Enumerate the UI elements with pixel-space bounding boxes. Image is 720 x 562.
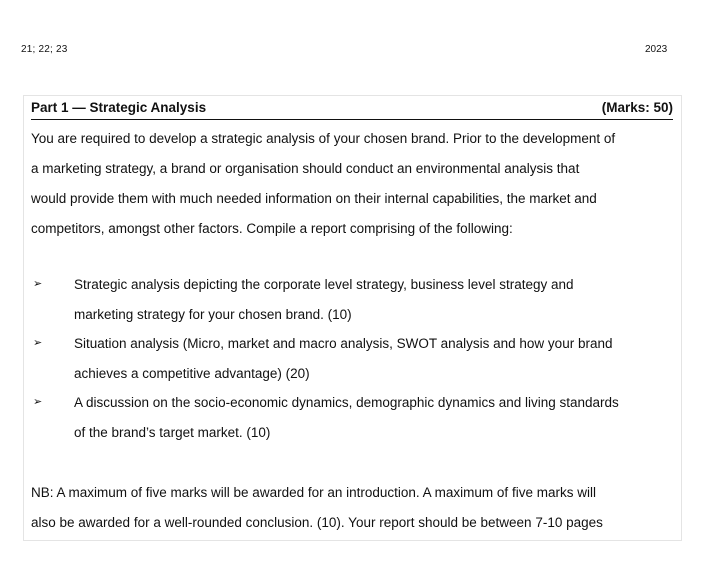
bullet-text [74, 329, 674, 388]
arrow-bullet-icon: ➢ [33, 396, 43, 408]
note-line: also be awarded for a well-rounded conclusion. (10). Your report should be between 7-10 pages [31, 515, 603, 530]
section-marks: (Marks: 50) [601, 100, 673, 115]
header-year: 2023 [645, 44, 668, 55]
arrow-bullet-icon: ➢ [33, 337, 43, 349]
header-codes: 21; 22; 23 [21, 44, 68, 55]
bullet-line: of the brand’s target market. (10) [74, 424, 271, 440]
bullet-text [74, 388, 674, 447]
arrow-bullet-icon: ➢ [33, 278, 43, 290]
bullet-line: Situation analysis (Micro, market and macro analysis, SWOT analysis and how your brand [74, 336, 613, 351]
bullet-line: Strategic analysis depicting the corporate level strategy, business level strategy and [74, 277, 574, 292]
bullet-line: marketing strategy for your chosen brand. (10) [74, 306, 352, 322]
intro-line: a marketing strategy, a brand or organisation should conduct an environmental analysis that [31, 161, 580, 176]
section-heading [31, 99, 673, 120]
intro-line: would provide them with much needed information on their internal capabilities, the market and [31, 191, 597, 206]
section-title: Part 1 — Strategic Analysis [31, 100, 207, 115]
bullet-text [74, 270, 674, 329]
intro-paragraph [31, 124, 679, 244]
intro-line: You are required to develop a strategic analysis of your chosen brand. Prior to the development of [31, 131, 616, 146]
bullet-line: A discussion on the socio-economic dynamics, demographic dynamics and living standards [74, 395, 619, 410]
note-paragraph [31, 478, 679, 538]
intro-line: competitors, amongst other factors. Compile a report comprising of the following: [31, 221, 513, 236]
bullet-line: achieves a competitive advantage) (20) [74, 365, 310, 381]
note-line: NB: A maximum of five marks will be awarded for an introduction. A maximum of five marks will [31, 485, 596, 500]
